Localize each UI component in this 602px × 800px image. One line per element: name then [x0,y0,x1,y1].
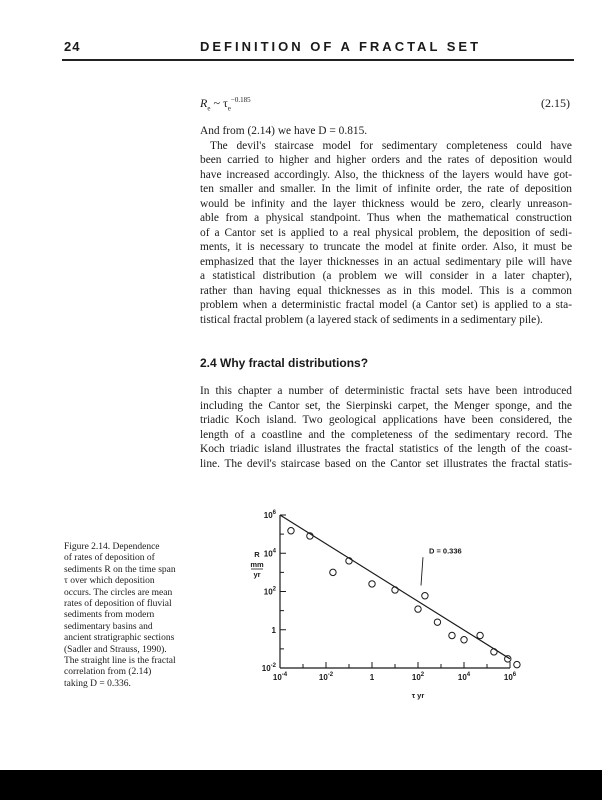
y-tick-label: $10^{-2}$ [261,663,276,673]
x-axis-label: τ yr [411,691,425,700]
para1-line: able from a physical standpoint. Thus when the mathematical construction [200,212,572,224]
caption-line: sediments from modern [64,610,155,621]
eq-lhs: R [200,96,208,110]
y-tick-label: $10^6$ [263,510,276,520]
eq-rhs-sub: e [227,104,231,113]
para2-line: triadic Koch island. Two geological applications have been considered, the [200,414,572,426]
y-axis-label: R [254,550,260,559]
chart-axes [280,515,510,668]
y-tick-label: $10^2$ [263,586,276,597]
para1-line: been carried to higher and higher orders and the rates of deposition would [200,154,572,166]
data-point [434,619,440,625]
annotation-leader [421,557,423,585]
para1-line: ments, it is necessary to truncate the model at finite order. Also, it must be [200,241,572,253]
caption-line: correlation from (2.14) [64,667,152,678]
caption-line: of rates of deposition of [64,553,155,564]
y-axis-label: mm [250,560,264,569]
data-point [514,661,520,667]
caption-line: ancient stratigraphic sections [64,633,175,644]
data-point [330,569,336,575]
eq-lhs-sub: e [207,104,211,113]
data-point [415,606,421,612]
paragraph-1 [200,124,572,327]
para1-line: a statistical distribution (a problem we will consider in a later chapter), [200,270,572,282]
x-tick-label: $10^4$ [457,672,471,682]
para2-line: including the Cantor set, the Sierpinski carpet, the Menger sponge, and the [200,399,572,412]
caption-line: rates of deposition of fluvial [64,599,172,610]
data-points [288,528,520,668]
caption-line: occurs. The circles are mean [64,587,173,598]
x-tick-label: 1 [369,673,375,682]
annotation-label: D = 0.336 [428,546,462,556]
figure-caption [64,542,192,690]
data-point [491,649,497,655]
data-point [369,581,375,587]
data-point [505,656,511,662]
y-tick-label: 1 [271,625,276,635]
data-point [422,593,428,599]
para1-line: have increased accordingly. Also, the thickness of the layers would have got- [200,168,572,181]
paragraph-2 [200,384,572,471]
para2-line: In this chapter a number of deterministic fractal sets have been introduced [200,385,572,397]
eq-relation: ~ τ [210,96,228,110]
data-point [477,632,483,638]
para1-line: of a Cantor set is applied to a real physical problem, the deposition of sedi- [200,226,572,239]
data-point [288,528,294,534]
x-tick-label: $10^6$ [503,672,517,682]
para1-line: ten smaller and smaller. In the limit of infinite order, the rate of deposition [200,183,572,195]
deposition-rate-chart [240,505,540,730]
caption-line: sedimentary basins and [64,621,153,632]
eq-exponent: −0.185 [230,96,251,104]
para1-line: The devil's staircase model for sedimentary completeness could have [210,139,572,152]
data-point [392,587,398,593]
caption-line: taking D = 0.336. [64,678,131,689]
equation-number: (2.15) [541,96,570,110]
para1-line: tistical fractal problem (a layered stack of sediments in a sedimentary pile). [200,313,543,326]
para2-line: length of a coastline and the completeness of the sedimentary record. The [200,428,572,441]
para1-line: would be infinity and the layer thickness would be zero, clearly unreason- [200,197,572,210]
data-point [461,637,467,643]
section-heading: 2.4 Why fractal distributions? [200,356,369,370]
para1-line: problem when a deterministic fractal model (a Cantor set) is applied to a sta- [200,299,572,311]
chart-labels [250,510,516,700]
y-axis-label: yr [253,570,261,579]
x-tick-label: $10^{-4}$ [272,672,288,682]
equation-2-15 [200,96,251,112]
page-number: 24 [64,39,81,54]
caption-line: Figure 2.14. Dependence [64,542,160,552]
header-rule [62,59,574,61]
scan-edge-bar [0,770,602,800]
caption-line: sediments R on the time span [64,564,176,575]
caption-line: (Sadler and Strauss, 1990). [64,644,167,655]
para2-line: line. The devil's staircase based on the Cantor set illustrates the fractal statis- [200,457,572,470]
para1-line: And from (2.14) we have D = 0.815. [200,125,368,137]
caption-line: The straight line is the fractal [64,656,176,667]
x-tick-label: $10^2$ [411,672,425,682]
caption-line: τ over which deposition [64,576,155,587]
y-tick-label: $10^4$ [263,548,276,559]
para1-line: rather than having equal thicknesses as in this model. This is a common [200,284,572,297]
para1-line: emphasized that the layer thicknesses in an actual sedimentary pile will have [200,255,572,268]
data-point [449,632,455,638]
running-title: DEFINITION OF A FRACTAL SET [200,39,482,54]
x-tick-label: $10^{-2}$ [318,672,334,682]
para2-line: Koch triadic island illustrates the fractal statistics of the length of the coast- [200,443,572,455]
